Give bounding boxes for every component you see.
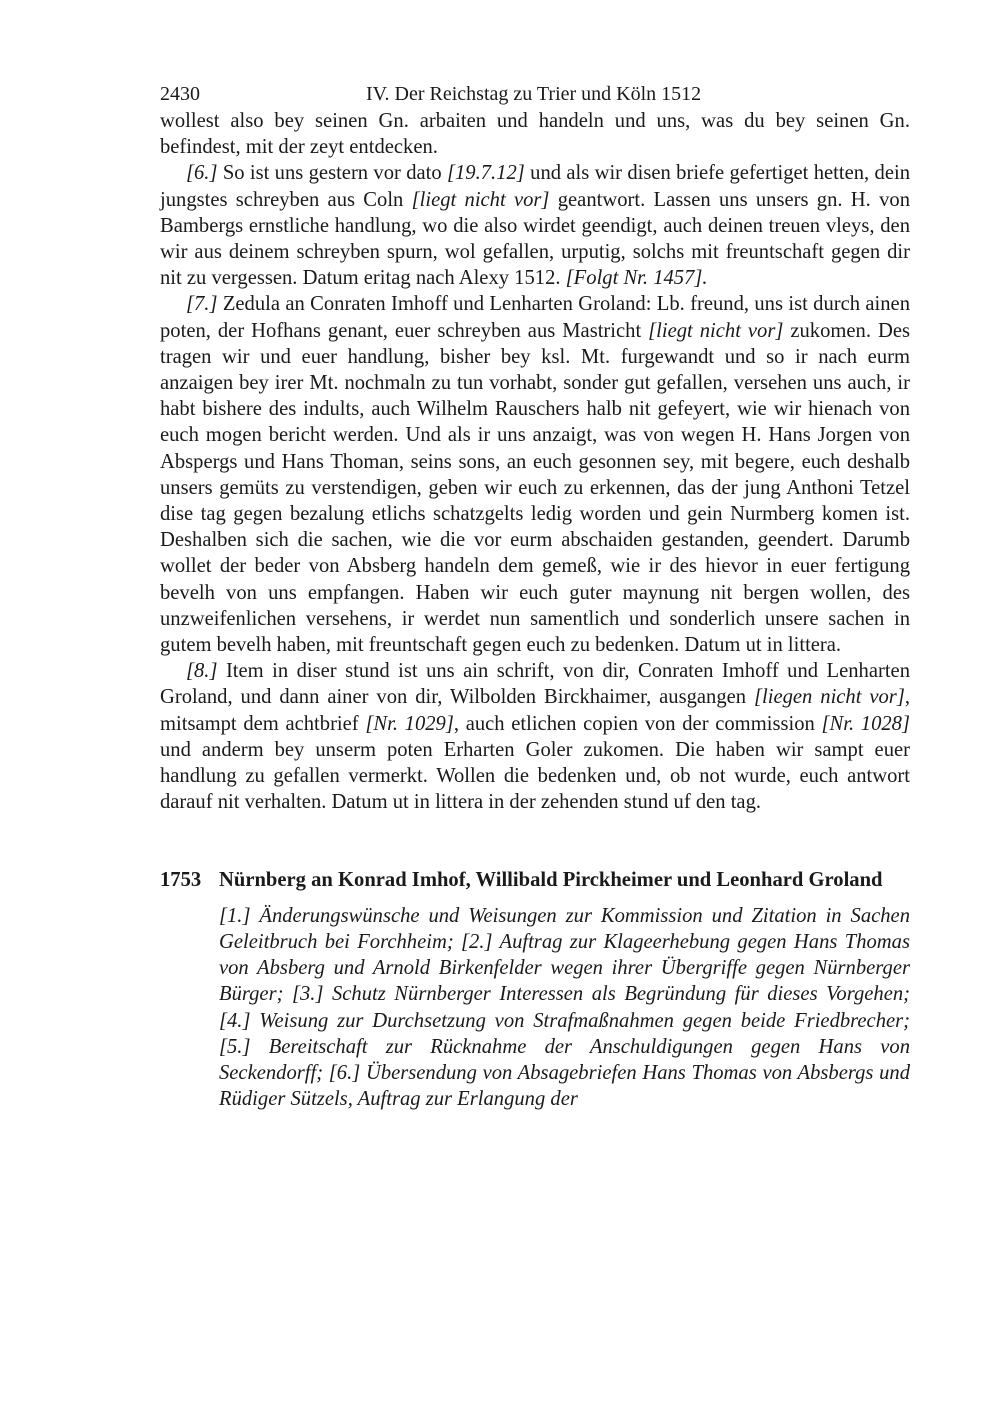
editorial-note: [liegen nicht vor] [754, 686, 905, 709]
editorial-note: [liegt nicht vor] [411, 188, 550, 211]
paragraph-8 [160, 658, 910, 815]
paragraph-text: und anderm bey unserm poten Erharten Goler zukomen. Die haben wir sampt euer handlung zu gefallen vermerkt. Wollen die bedenken und, ob not wurde, euch antwort darauf nit verhalten. Datum ut in littera in der zehenden stund uf den tag. [160, 738, 910, 814]
document-entry [160, 867, 910, 1112]
running-title: IV. Der Reichstag zu Trier und Köln 1512 [366, 83, 702, 105]
entry-title: Nürnberg an Konrad Imhof, Willibald Pirckheimer und Leonhard Groland [219, 869, 883, 892]
paragraph-text: Zedula an Conraten Imhoff und Lenharten Groland: Lb. freund, uns ist durch ainen poten, der Hofhans genant, euer schreyben aus Mastricht [160, 293, 910, 342]
paragraph-text: zukomen. Des tragen wir und euer handlung, bisher bey ksl. Mt. furgewandt und so ir nach eurm anzaigen bey irer Mt. nochmaln zu tun vorhabt, sonder gut gefallen, versehen uns auch, ir habt bishere des indults, auch Wilhelm Rauschers halb nit gefeyert, wie wir hienach von euch mogen bericht werden. Und als ir uns anzaigt, was von wegen H. Hans Jorgen von Abspergs und Hans Thoman, seins sons, an euch gesonnen sey, mit begere, euch deshalb unsers gemüts zu verstendigen, geben wir euch zu erkennen, das der jung Anthoni Tetzel dise tag gegen bezalung etlichs schatzgelts ledig worden und gein Nurmberg komen ist. Deshalben sich die sachen, wie die vor eurm abschaiden gestanden, geendert. Darumb wollet der beder von Absberg handeln dem gemeß, wie ir des hievor in euer fertigung bevelh von uns empfangen. Haben wir euch guter maynung nit bergen wollen, des unzweifenlichen versehens, ir werdet nun samentlich und sonderlich unsere sachen in gutem bevelh haben, mit freuntschaft gegen euch zu bedenken. Datum ut in littera. [160, 319, 910, 657]
paragraph-number: [7.] [186, 293, 218, 316]
entry-number: 1753 [160, 869, 202, 892]
paragraph-number: [8.] [186, 660, 218, 683]
editorial-note: [liegt nicht vor] [648, 319, 784, 342]
paragraph-7 [160, 291, 910, 658]
paragraph-text: wollest also bey seinen Gn. arbaiten und handeln und uns, was du bey seinen Gn. befindest, mit der zeyt entdecken. [160, 110, 910, 159]
running-head [160, 80, 910, 108]
editorial-note: [19.7.12] [447, 162, 525, 185]
paragraph-text: Item in diser stund ist uns ain schrift, von dir, Conraten Imhoff und Lenharten Groland, und dann ainer von dir, Wilbolden Birckhaimer, ausgangen [160, 660, 910, 709]
paragraph-6 [160, 160, 910, 291]
body-text [160, 108, 910, 815]
paragraph-text: geantwort. Lassen uns unsers gn. H. von Bambergs ernstliche handlung, wo die also wirdet geendigt, auch deinen treuen vleys, den wir aus deinem schreyben spurn, wol gefallen, urputig, solchs mit freuntschaft gegen dir nit zu vergessen. Datum eritag nach Alexy 1512. [160, 188, 910, 290]
page-number: 2430 [160, 83, 200, 105]
paragraph-text: , auch etlichen copien von der commission [453, 712, 822, 735]
editorial-note: [Folgt Nr. 1457]. [565, 267, 708, 290]
entry-regest: [1.] Änderungswünsche und Weisungen zur Kommission und Zitation in Sachen Geleitbruch bei Forchheim; [2.] Auftrag zur Klageerhebung gegen Hans Thomas von Absberg und Arnold Birkenfelder wegen ihrer Übergriffe gegen Nürnberger Bürger; [3.] Schutz Nürnberger Interessen als Begründung für dieses Vorgehen; [4.] Weisung zur Durchsetzung von Strafmaßnahmen gegen beide Friedbrecher; [5.] Bereitschaft zur Rücknahme der Anschuldigungen gegen Hans von Seckendorff; [6.] Übersendung von Absagebriefen Hans Thomas von Absbergs und Rüdiger Sützels, Auftrag zur Erlangung der [219, 904, 910, 1111]
paragraph-number: [6.] [186, 162, 218, 185]
editorial-note: [Nr. 1028] [821, 712, 910, 735]
paragraph-text: und als wir disen briefe gefertiget hetten, dein jungstes schreyben aus Coln [160, 162, 910, 211]
entry-heading [160, 867, 910, 893]
editorial-note: [Nr. 1029] [365, 712, 454, 735]
paragraph-text: , mitsampt dem achtbrief [160, 686, 910, 735]
paragraph-continued [160, 108, 910, 160]
paragraph-text: So ist uns gestern vor dato [217, 162, 447, 185]
page-content [160, 80, 910, 1112]
